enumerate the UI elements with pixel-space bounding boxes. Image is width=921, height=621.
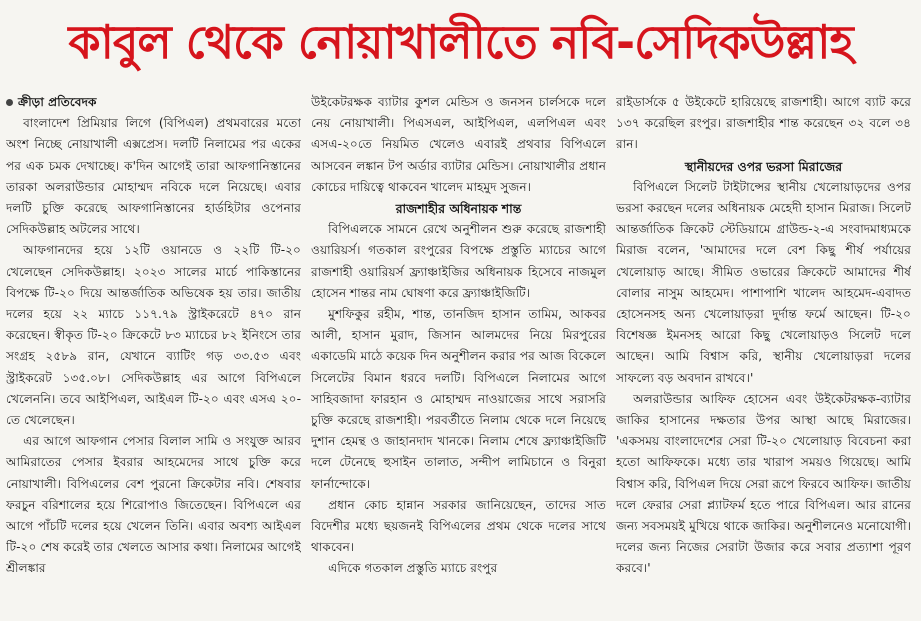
subheading: স্থানীয়দের ওপর ভরসা মিরাজের bbox=[684, 158, 843, 174]
paragraph: উইকেটরক্ষক ব্যাটার কুশল মেন্ডিস ও জনসন চার্লসকে দলে নেয় নোয়াখালী। পিএসএল, আইপিএল, এলপিএল এবং এসএ-২০তে নিয়মিত খেলেও এবারই প্রথবার বিপিএলে আসবেন লঙ্কান টপ অর্ডার ব্যাটার মেন্ডিস। নোয়াখালীর প্রধান কোচের দায়িত্বে থাকবেন খালেদ মাহমুদ সুজন। bbox=[311, 95, 606, 194]
bullet-icon bbox=[6, 99, 13, 106]
article-body bbox=[6, 92, 915, 617]
paragraph: এর আগে আফগান পেসার বিলাল সামি ও সংযুক্ত আরব আমিরাতের পেসার ইবরার আহমেদের সাথে চুক্তি করে নোয়াখালী। বিপিএলের বেশ পুরনো ক্রিকেটার নবি। শেষবার ফরচুন বরিশালের হয়ে শিরোপাও জিতেছেন। বিপিএলে এর আগে পাঁচটি দলের হয়ে খেলেন তিনি। এবার অবশ্য আইএল টি-২০ শেষ করেই তার খেলতে আসার কথা। নিলামের আগেই শ্রীলঙ্কার bbox=[6, 434, 301, 576]
subheading: রাজশাহীর অধিনায়ক শান্ত bbox=[395, 201, 522, 217]
paragraph: প্রধান কোচ হান্নান সরকার জানিয়েছেন, তাদের সাত বিদেশীর মধ্যে ছয়জনই বিপিএলের প্রথম থেকে দলের সাথে থাকবেন। bbox=[311, 497, 606, 555]
column-2 bbox=[311, 92, 606, 617]
paragraph: অলরাউন্ডার আফিফ হোসেন এবং উইকেটরক্ষক-ব্যাটার জাকির হাসানের দক্ষতার উপর আস্থা আছে মিরাজের। 'একসময় বাংলাদেশের সেরা টি-২০ খেলোয়াড় বিবেচনা করা হতো আফিফকে। মধ্যে তার খারাপ সময়ও গিয়েছে। আমি বিশ্বাস করি, বিপিএল দিয়ে সেরা রূপে ফিরবে আফিফ। জাতীয় দলে ফেরার সেরা প্ল্যাটফর্ম হতে পারে বিপিএল। আর রানের জন্য সবসময়ই মুখিয়ে থাকে জাকির। অনুশীলনেও মনোযোগী। দলের জন্য নিজের সেরাটা উজার করে সবার প্রত্যাশা পূরণ করবে।' bbox=[616, 391, 911, 576]
column-3 bbox=[616, 92, 911, 617]
paragraph: এদিকে গতকাল প্রস্তুতি ম্যাচে রংপুর bbox=[328, 561, 498, 576]
paragraph: আফগানদের হয়ে ১২টি ওয়ানডে ও ২২টি টি-২০ খেলেছেন সেদিকউল্লাহ। ২০২৩ সালের মার্চে পাকিস্তানের বিপক্ষে টি-২০ দিয়ে আন্তর্জাতিক অভিষেক হয় তার। জাতীয় দলের হয়ে ২২ ম্যাচে ১১৭.৭৯ স্ট্রাইকরেটে ৪৭০ রান করেছেন। স্বীকৃত টি-২০ ক্রিকেটে ৮৩ ম্যাচের ৮২ ইনিংসে তার সংগ্রহ ২৫৮৯ রান, যেখানে ব্যাটিং গড় ৩৩.৫৩ এবং স্ট্রাইকরেট ১৩৫.০৮। সেদিকউল্লাহ এর আগে বিপিএলে খেলেননি। তবে আইপিএল, আইএল টি-২০ এবং এসএ ২০-তে খেলেছেন। bbox=[6, 243, 301, 428]
byline-text: ক্রীড়া প্রতিবেদক bbox=[18, 95, 97, 109]
paragraph: বিপিএলে সিলেট টাইটান্সের স্থানীয় খেলোয়াড়দের ওপর ভরসা করছেন দলের অধিনায়ক মেহেদী হাসান মিরাজ। সিলেট আন্তর্জাতিক ক্রিকেট স্টেডিয়ামে গ্রাউন্ড-২-এ সংবাদমাধ্যমকে মিরাজ বলেন, 'আমাদের দলে বেশ কিছু শীর্ষ পর্যায়ের খেলোয়াড় আছে। সীমিত ওভারের ক্রিকেটে আমাদের শীর্ষ বোলার নাসুম আহমেদ। পাশাপাশি খালেদ আহমেদ-এবাদত হোসেনসহ অন্য খেলোয়াড়রা দুর্দান্ত ফর্মে আছেন। টি-২০ বিশেষজ্ঞ ইমনসহ আরো কিছু খেলোয়াড়ও সিলেট দলে আছেন। আমি বিশ্বাস করি, স্থানীয় খেলোয়াড়রা দলের সাফল্যে বড় অবদান রাখবে।' bbox=[616, 179, 911, 385]
paragraph: মুশফিকুর রহীম, শান্ত, তানজিদ হাসান তামিম, আকবর আলী, হাসান মুরাদ, জিসান আলমদের নিয়ে মিরপুরের একাডেমি মাঠে কয়েক দিন অনুশীলন করার পর আজ বিকেলে সিলেটের বিমান ধরবে দলটি। বিপিএলে নিলামের আগে সাহিবজাদা ফারহান ও মোহাম্মদ নাওয়াজের সাথে সরাসরি চুক্তি করেছে রাজশাহী। পরবর্তীতে নিলাম থেকে দলে নিয়েছে দুশান হেমন্থ ও জাহানদাদ খানকে। নিলাম শেষে ফ্র্যাঞ্চাইজিটি দলে টেনেছে হুসাইন তালাত, সন্দীপ লামিচানে ও বিনুরা ফার্নান্দোকে। bbox=[311, 307, 606, 491]
byline bbox=[6, 92, 301, 113]
headline: কাবুল থেকে নোয়াখালীতে নবি-সেদিকউল্লাহ bbox=[68, 15, 853, 69]
paragraph: বাংলাদেশ প্রিমিয়ার লিগে (বিপিএল) প্রথমবারের মতো অংশ নিচ্ছে নোয়াখালী এক্সপ্রেস। দলটি নিলামের পর একের পর এক চমক দেখাচ্ছে। ক'দিন আগেই তারা আফগানিস্তানের তারকা অলরাউন্ডার মোহাম্মদ নবিকে দলে নিয়েছে। এবার দলটি চুক্তি করেছে আফগানিস্তানের হার্ডহিটার ওপেনার সেদিকউল্লাহ অটলের সাথে। bbox=[6, 116, 301, 237]
column-1 bbox=[6, 92, 301, 617]
paragraph: বিপিএলকে সামনে রেখে অনুশীলন শুরু করেছে রাজশাহী ওয়ারিয়র্স। গতকাল রংপুরের বিপক্ষে প্রস্তুতি ম্যাচের আগে রাজশাহী ওয়ারিয়র্স ফ্র্যাঞ্চাইজির অধিনায়ক হিসেবে নাজমুল হোসেন শান্তর নাম ঘোষণা করে ফ্র্যাঞ্চাইজিটি। bbox=[311, 222, 606, 300]
paragraph: রাইডার্সকে ৫ উইকেটে হারিয়েছে রাজশাহী। আগে ব্যাট করে ১৩৭ করেছিল রংপুর। রাজশাহীর শান্ত করেছেন ৩২ বলে ৩৪ রান। bbox=[616, 95, 911, 152]
